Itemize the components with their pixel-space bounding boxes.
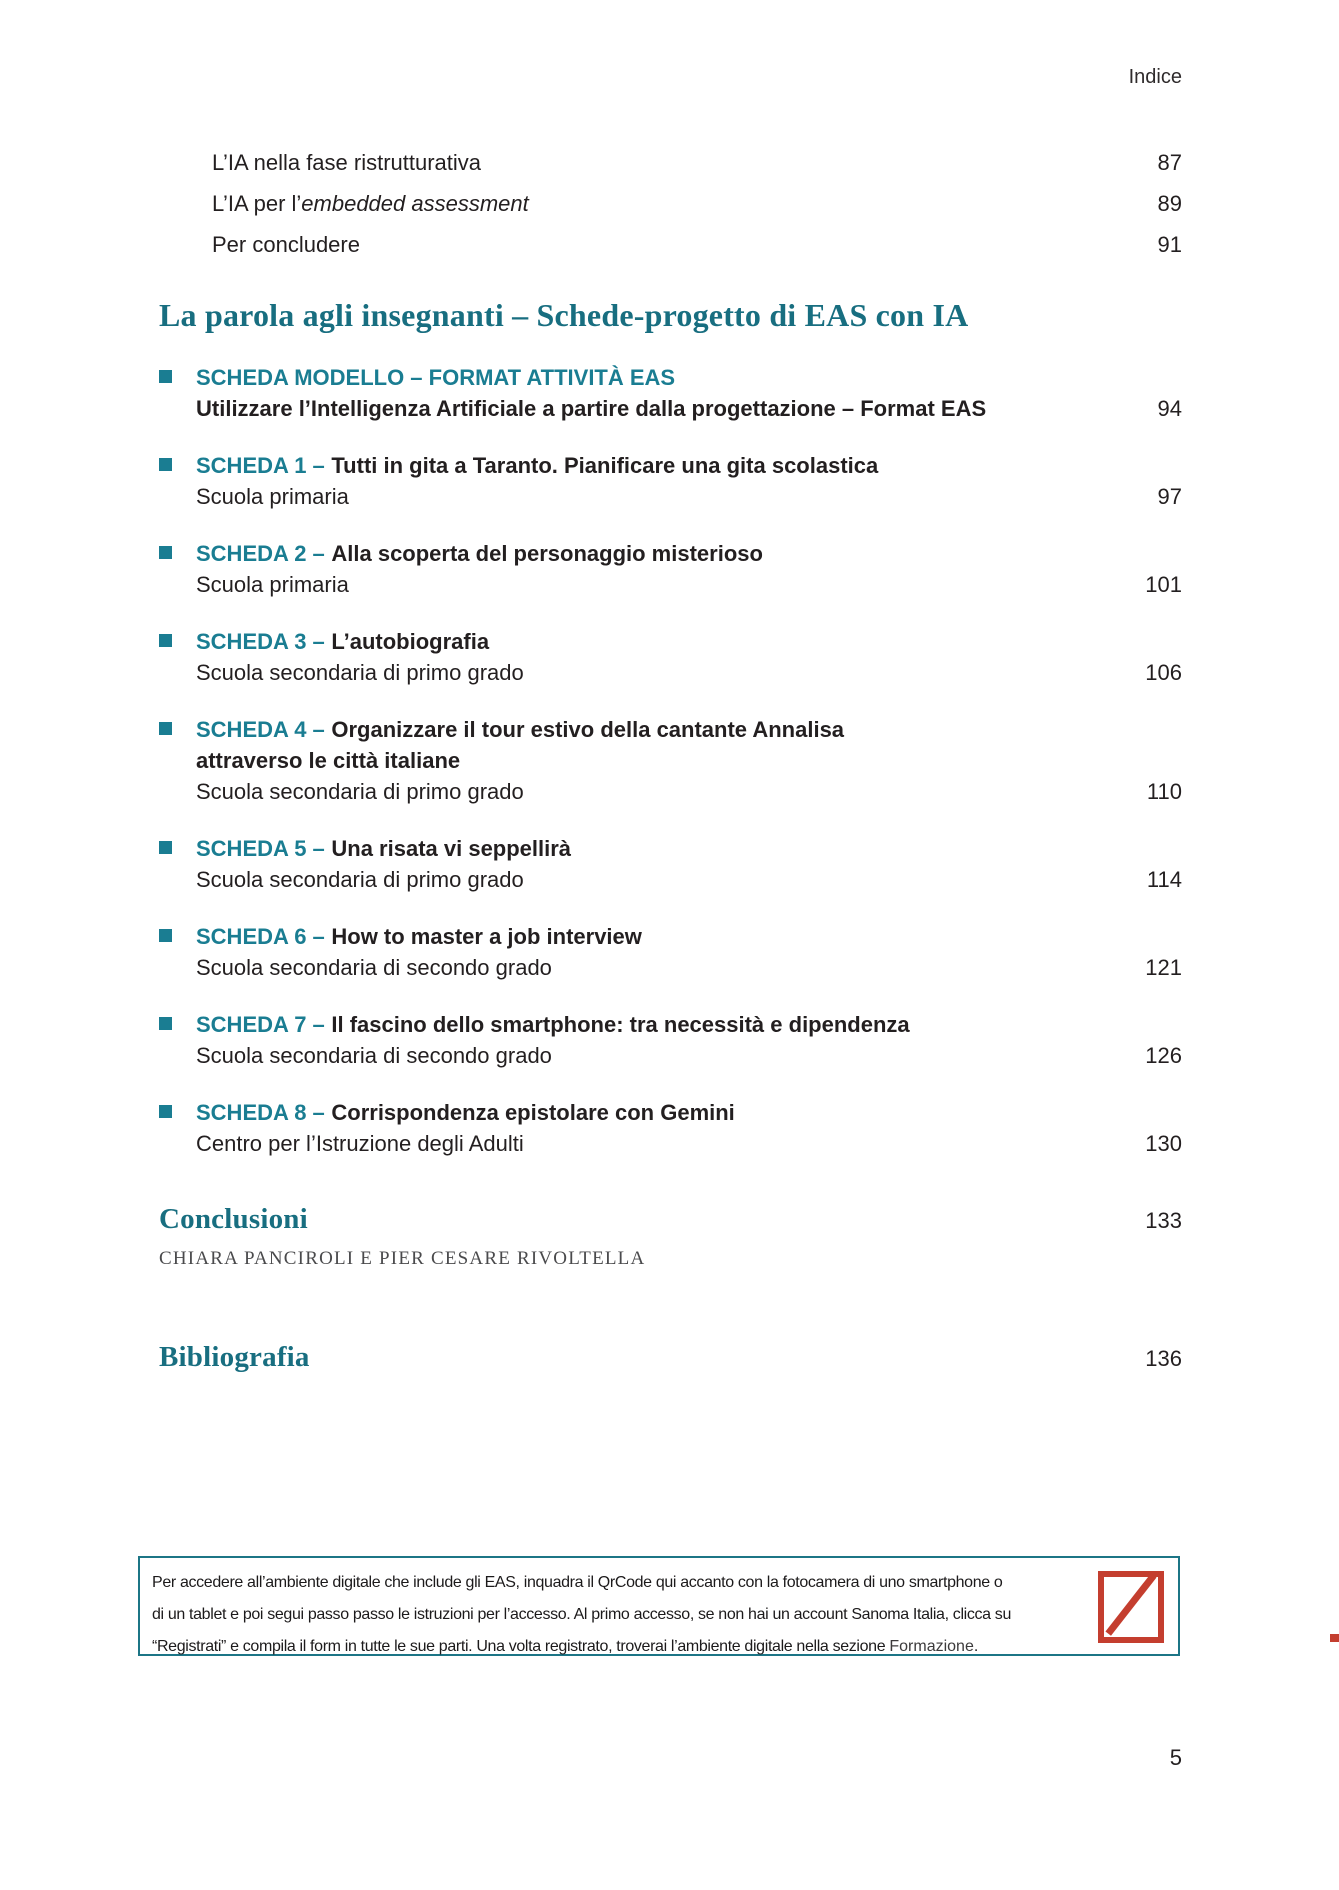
- scheda-title: Il fascino dello smartphone: tra necessità e dipendenza: [331, 1012, 910, 1037]
- page-number: 91: [1157, 232, 1182, 257]
- scheda-entry: [159, 626, 1182, 688]
- bibliografia-block: [159, 1341, 1182, 1374]
- page-number: 114: [1146, 867, 1182, 892]
- scheda-entry: [159, 1009, 1182, 1071]
- toc-entry-italic: embedded assessment: [301, 191, 529, 216]
- page-edge-red-mark: [1330, 1634, 1339, 1642]
- scheda-subtitle: Centro per l’Istruzione degli Adulti: [196, 1131, 524, 1156]
- toc-sub-entries: [159, 142, 1182, 265]
- toc-entry: [159, 183, 1182, 224]
- section-heading: La parola agli insegnanti – Schede-progetto di EAS con IA: [159, 297, 969, 333]
- square-bullet-icon: [159, 458, 172, 471]
- scheda-entry: [159, 714, 1182, 807]
- page-number: 89: [1157, 191, 1182, 216]
- page-number: 136: [1145, 1346, 1182, 1371]
- page-number: 94: [1157, 396, 1182, 421]
- scheda-title: Una risata vi seppellirà: [331, 836, 572, 861]
- scheda-subtitle-row: [196, 657, 1182, 688]
- conclusioni-heading: Conclusioni: [159, 1203, 308, 1235]
- scheda-title-line: [196, 450, 1182, 481]
- scheda-title: Tutti in gita a Taranto. Pianificare una gita scolastica: [331, 453, 879, 478]
- scheda-subtitle: Scuola primaria: [196, 484, 349, 509]
- toc-entry-label: Per concludere: [212, 232, 360, 257]
- info-box-text: [152, 1567, 1074, 1663]
- scheda-entry: [159, 833, 1182, 895]
- conclusioni-block: [159, 1203, 1182, 1270]
- info-box-line-suffix: .: [973, 1638, 978, 1655]
- page-number: 121: [1145, 955, 1182, 980]
- scheda-entry: [159, 1097, 1182, 1159]
- scheda-subtitle: Scuola secondaria di primo grado: [196, 867, 524, 892]
- scheda-subtitle-row: [196, 481, 1182, 512]
- square-bullet-icon: [159, 1105, 172, 1118]
- scheda-label: SCHEDA 2 –: [196, 541, 325, 566]
- toc-entry-text: [212, 142, 481, 183]
- scheda-subtitle: Scuola secondaria di primo grado: [196, 779, 524, 804]
- scheda-subtitle: Scuola primaria: [196, 572, 349, 597]
- scheda-title: Alla scoperta del personaggio misterioso: [331, 541, 763, 566]
- scheda-title-line: [196, 714, 1182, 745]
- page-number: 87: [1157, 150, 1182, 175]
- digital-access-info-box: [138, 1556, 1180, 1656]
- scheda-title-line: [196, 921, 1182, 952]
- page-number: 106: [1145, 660, 1182, 685]
- scheda-subtitle: Scuola secondaria di secondo grado: [196, 1043, 552, 1068]
- scheda-title: Organizzare il tour estivo della cantante Annalisa: [331, 717, 845, 742]
- scheda-subtitle-row: [196, 1040, 1182, 1071]
- scheda-subtitle-row: [196, 776, 1182, 807]
- qr-placeholder-diagonal: [1105, 1573, 1156, 1636]
- info-box-line: [152, 1631, 1074, 1663]
- toc-entry-text: [212, 224, 360, 265]
- info-box-line-prefix: “Registrati” e compila il form in tutte le sue parti. Una volta registrato, troverai l’ambiente digitale nella sezione: [152, 1638, 890, 1655]
- square-bullet-icon: [159, 841, 172, 854]
- toc-entry: [159, 142, 1182, 183]
- scheda-label: SCHEDA 1 –: [196, 453, 325, 478]
- scheda-entry: [159, 921, 1182, 983]
- page-number: 97: [1157, 484, 1182, 509]
- scheda-entry: [159, 450, 1182, 512]
- scheda-label: SCHEDA 8 –: [196, 1100, 325, 1125]
- scheda-label: SCHEDA 6 –: [196, 924, 325, 949]
- square-bullet-icon: [159, 546, 172, 559]
- scheda-title: L’autobiografia: [331, 629, 490, 654]
- scheda-entry: [159, 362, 1182, 424]
- info-box-line: Per accedere all’ambiente digitale che include gli EAS, inquadra il QrCode qui accanto con la fotocamera di uno smartphone o: [152, 1574, 1003, 1591]
- square-bullet-icon: [159, 370, 172, 383]
- scheda-title: Corrispondenza epistolare con Gemini: [331, 1100, 735, 1125]
- scheda-title-line: [196, 1097, 1182, 1128]
- scheda-subtitle: Scuola secondaria di secondo grado: [196, 955, 552, 980]
- running-head: Indice: [1128, 66, 1182, 88]
- toc-entry-text: [212, 183, 529, 224]
- scheda-subtitle-row: [196, 1128, 1182, 1159]
- bibliografia-heading: Bibliografia: [159, 1341, 310, 1373]
- square-bullet-icon: [159, 634, 172, 647]
- scheda-subtitle-row: [196, 952, 1182, 983]
- scheda-title: How to master a job interview: [331, 924, 642, 949]
- toc-entry-label: L’IA nella fase ristrutturativa: [212, 150, 482, 175]
- schede-list: [159, 362, 1182, 1185]
- page-number: 130: [1145, 1131, 1182, 1156]
- toc-entry: [159, 224, 1182, 265]
- scheda-title-line2: attraverso le città italiane: [196, 748, 461, 773]
- scheda-subtitle-row: [196, 569, 1182, 600]
- page-number: 126: [1145, 1043, 1182, 1068]
- toc-entry-label: L’IA per l’: [212, 191, 302, 216]
- scheda-subtitle: Scuola secondaria di primo grado: [196, 660, 524, 685]
- scheda-label: SCHEDA 5 –: [196, 836, 325, 861]
- scheda-subtitle-row: [196, 864, 1182, 895]
- scheda-label: SCHEDA 7 –: [196, 1012, 325, 1037]
- conclusioni-row: [159, 1203, 1182, 1236]
- scheda-title-line: [196, 538, 1182, 569]
- info-box-line: di un tablet e poi segui passo passo le istruzioni per l’accesso. Al primo accesso, se non hai un account Sanoma Italia, clicca su: [152, 1606, 1012, 1623]
- folio-page-number: 5: [1169, 1745, 1182, 1770]
- scheda-label: SCHEDA MODELLO – FORMAT ATTIVITÀ EAS: [196, 365, 676, 390]
- square-bullet-icon: [159, 929, 172, 942]
- square-bullet-icon: [159, 1017, 172, 1030]
- square-bullet-icon: [159, 722, 172, 735]
- authors-line: CHIARA PANCIROLI E PIER CESARE RIVOLTELLA: [159, 1248, 646, 1269]
- scheda-label: SCHEDA 4 –: [196, 717, 325, 742]
- scheda-title-line: [196, 362, 1182, 393]
- scheda-label: SCHEDA 3 –: [196, 629, 325, 654]
- qr-code-placeholder-icon: [1098, 1571, 1164, 1643]
- scheda-title-line: [196, 1009, 1182, 1040]
- page-number: 101: [1145, 572, 1182, 597]
- scheda-subtitle-row: [196, 393, 1182, 424]
- scheda-subtitle: Utilizzare l’Intelligenza Artificiale a partire dalla progettazione – Format EAS: [196, 396, 987, 421]
- bibliografia-row: [159, 1341, 1182, 1374]
- page-number: 110: [1146, 779, 1182, 804]
- scheda-title-line: [196, 626, 1182, 657]
- formazione-brand-label: Formazione: [889, 1638, 974, 1655]
- scheda-title-line: [196, 833, 1182, 864]
- scheda-entry: [159, 538, 1182, 600]
- page-number: 133: [1145, 1208, 1182, 1233]
